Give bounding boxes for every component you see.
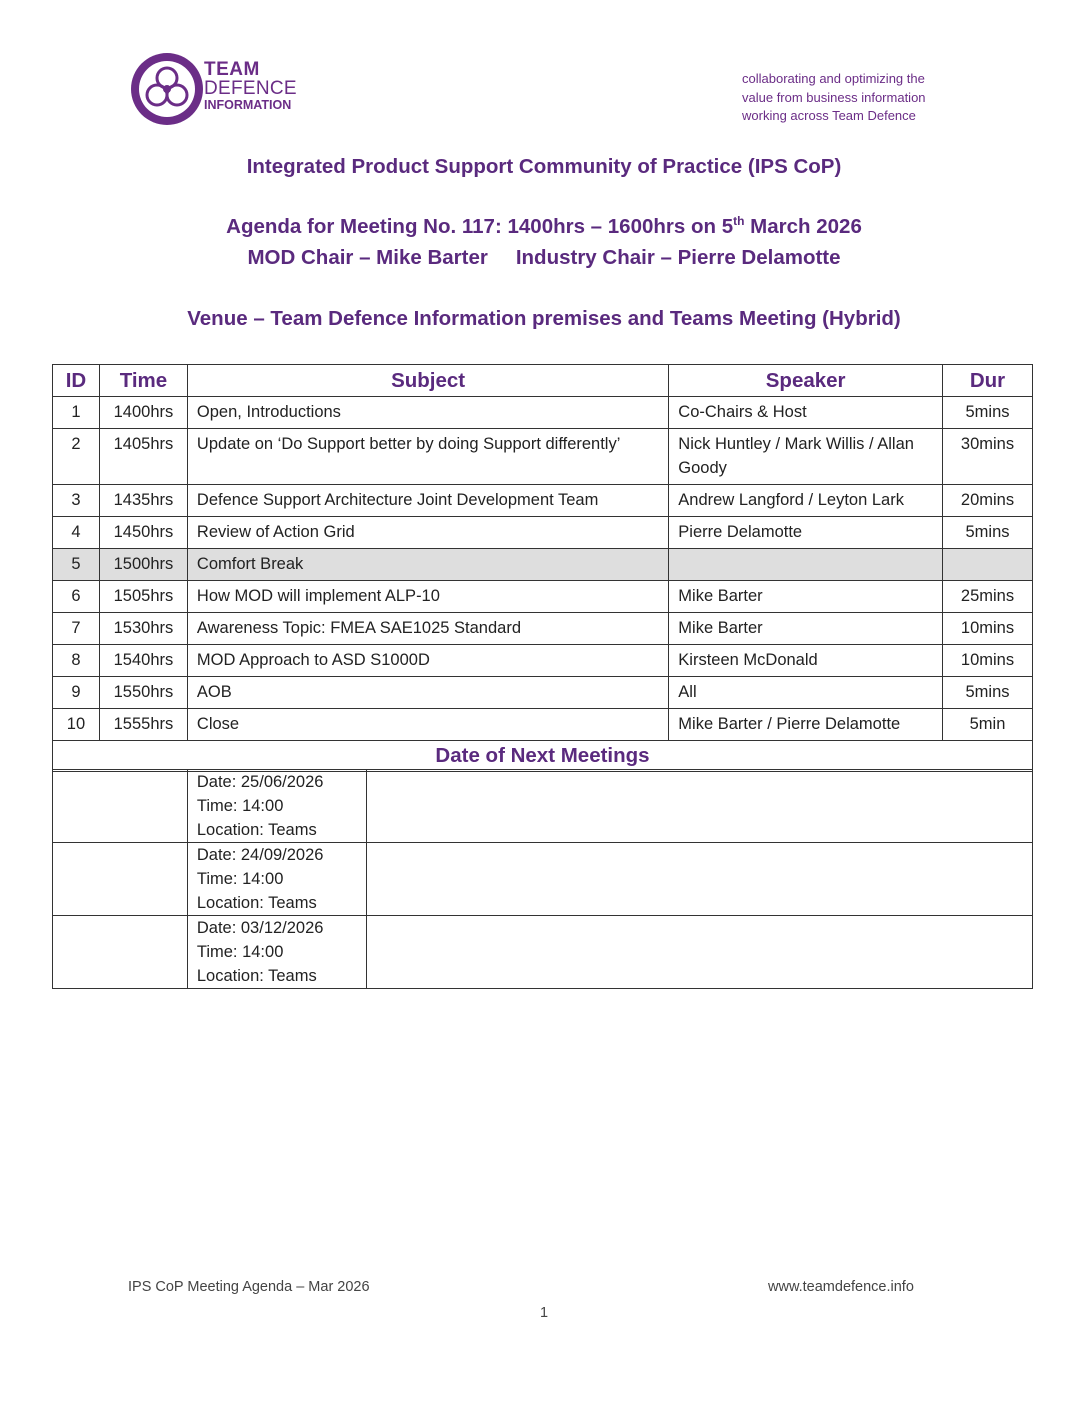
cell-speaker: Kirsteen McDonald [669,645,943,677]
header-dur: Dur [942,365,1032,397]
header-subject: Subject [187,365,668,397]
table-row [53,613,1033,645]
table-row-break [53,549,1033,581]
cell-id: 7 [53,613,100,645]
logo-line-defence: DEFENCE [204,78,297,99]
cell-id: 9 [53,677,100,709]
table-row [53,677,1033,709]
cell-subject: Open, Introductions [187,397,668,429]
footer-website-link[interactable]: www.teamdefence.info [768,1279,914,1295]
table-row [53,709,1033,741]
agenda-heading-prefix: Agenda for Meeting No. 117: 1400hrs – 1600hrs on 5 [226,215,734,238]
cell-speaker: All [669,677,943,709]
cell-time: 1435hrs [99,485,187,517]
cell-dur: 25mins [942,581,1032,613]
cell-dur: 5mins [942,397,1032,429]
cell-dur: 5mins [942,517,1032,549]
agenda-heading [0,215,1088,239]
cell-id: 5 [53,549,100,581]
cell-id: 8 [53,645,100,677]
cell-time: 1505hrs [99,581,187,613]
header-speaker: Speaker [669,365,943,397]
cell-subject: Comfort Break [187,549,668,581]
cell-dur: 5mins [942,677,1032,709]
cell-speaker: Co-Chairs & Host [669,397,943,429]
agenda-heading-ordinal: th [733,214,745,228]
cell-speaker: Nick Huntley / Mark Willis / Allan Goody [669,429,943,485]
next-meeting-notes [366,843,1032,916]
next-meeting-row [53,916,1033,989]
next-meeting-row [53,843,1033,916]
cell-time: 1400hrs [99,397,187,429]
cell-dur: 10mins [942,613,1032,645]
cell-time: 1555hrs [99,709,187,741]
cell-speaker: Mike Barter [669,581,943,613]
team-defence-logo [128,50,318,128]
cell-subject: AOB [187,677,668,709]
cell-speaker: Mike Barter / Pierre Delamotte [669,709,943,741]
next-meeting-time: Time: 14:00 [196,870,284,888]
cell-time: 1550hrs [99,677,187,709]
table-row [53,517,1033,549]
cell-id: 2 [53,429,100,485]
table-row [53,397,1033,429]
next-meeting-blank [53,770,188,843]
table-row [53,645,1033,677]
next-meeting-blank [53,843,188,916]
cell-id: 4 [53,517,100,549]
next-meeting-notes [366,916,1032,989]
next-meeting-details [187,916,366,989]
cell-speaker: Andrew Langford / Leyton Lark [669,485,943,517]
cell-subject: Awareness Topic: FMEA SAE1025 Standard [187,613,668,645]
cell-dur: 20mins [942,485,1032,517]
cell-speaker [669,549,943,581]
cell-id: 1 [53,397,100,429]
agenda-heading-suffix: March 2026 [744,215,862,238]
tagline-line-3: working across Team Defence [742,108,916,123]
tagline [742,70,926,126]
industry-chair: Industry Chair – Pierre Delamotte [515,246,841,269]
cell-id: 6 [53,581,100,613]
next-meeting-time: Time: 14:00 [196,943,284,961]
cell-id: 10 [53,709,100,741]
cell-dur: 10mins [942,645,1032,677]
next-meeting-time: Time: 14:00 [196,797,284,815]
mod-chair: MOD Chair – Mike Barter [247,246,488,269]
cell-subject: MOD Approach to ASD S1000D [187,645,668,677]
document-title: Integrated Product Support Community of Practice (IPS CoP) [246,155,842,178]
next-meeting-details [187,770,366,843]
table-header-row [53,365,1033,397]
trefoil-logo-icon [128,50,206,128]
chairs-heading [0,246,1088,270]
next-meeting-location: Location: Teams [196,821,317,839]
table-row [53,429,1033,485]
next-meetings-header-row [53,741,1033,772]
next-meetings-table [52,769,1033,989]
next-meeting-location: Location: Teams [196,894,317,912]
cell-subject: Update on ‘Do Support better by doing Support differently’ [187,429,668,485]
cell-time: 1450hrs [99,517,187,549]
cell-subject: Defence Support Architecture Joint Development Team [187,485,668,517]
next-meeting-date: Date: 24/09/2026 [196,846,324,864]
cell-time: 1540hrs [99,645,187,677]
next-meeting-location: Location: Teams [196,967,317,985]
cell-subject: Review of Action Grid [187,517,668,549]
logo-line-team: TEAM [204,59,260,80]
cell-subject: How MOD will implement ALP-10 [187,581,668,613]
cell-time: 1405hrs [99,429,187,485]
next-meeting-blank [53,916,188,989]
footer-document-name: IPS CoP Meeting Agenda – Mar 2026 [128,1279,370,1295]
next-meeting-date: Date: 25/06/2026 [196,773,324,791]
page-number: 1 [539,1305,549,1321]
header-time: Time [99,365,187,397]
cell-speaker: Pierre Delamotte [669,517,943,549]
cell-dur: 5min [942,709,1032,741]
logo-line-information: INFORMATION [204,98,292,112]
cell-speaker: Mike Barter [669,613,943,645]
next-meeting-row [53,770,1033,843]
tagline-line-1: collaborating and optimizing the [742,71,925,86]
table-row [53,485,1033,517]
cell-dur: 30mins [942,429,1032,485]
next-meetings-title: Date of Next Meetings [53,741,1033,772]
cell-id: 3 [53,485,100,517]
next-meeting-date: Date: 03/12/2026 [196,919,324,937]
cell-time: 1530hrs [99,613,187,645]
cell-dur [942,549,1032,581]
agenda-table [52,364,1033,772]
venue-heading: Venue – Team Defence Information premises and Teams Meeting (Hybrid) [187,307,901,330]
cell-subject: Close [187,709,668,741]
tagline-line-2: value from business information [742,89,926,105]
cell-time: 1500hrs [99,549,187,581]
table-row [53,581,1033,613]
logo-wordmark [204,60,297,112]
next-meeting-details [187,843,366,916]
next-meeting-notes [366,770,1032,843]
header-id: ID [53,365,100,397]
